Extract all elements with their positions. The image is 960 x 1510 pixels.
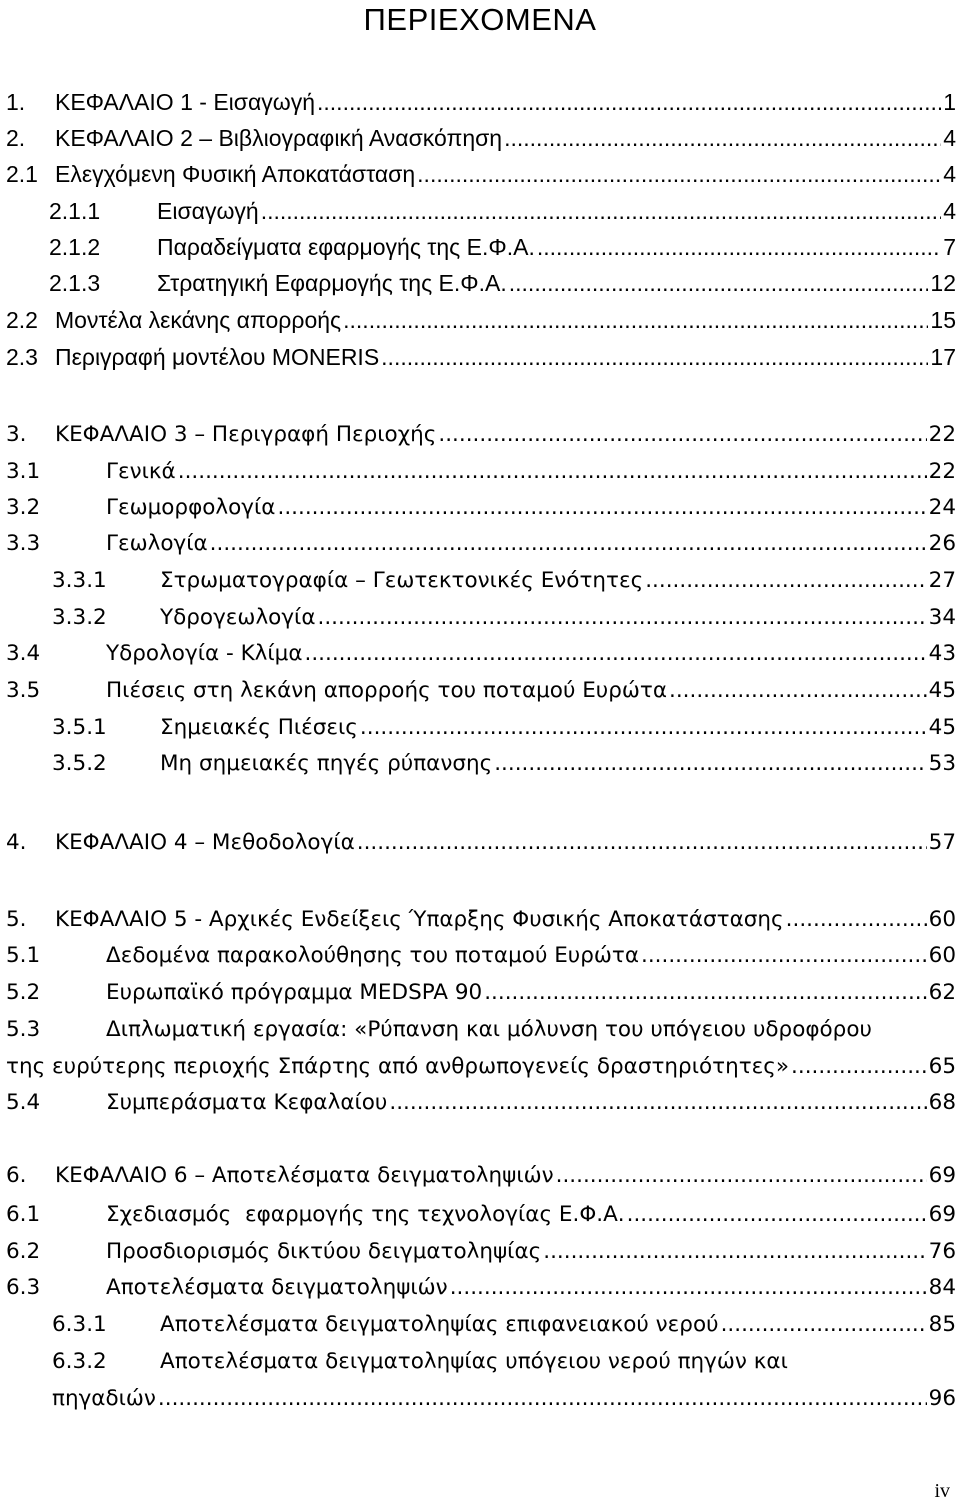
toc-number: 3.5 (6, 678, 41, 703)
toc-title: Αποτελέσματα δειγματοληψιών (106, 1275, 448, 1300)
toc-title: Ευρωπαϊκό πρόγραμμα MEDSPA 90 (106, 980, 483, 1005)
toc-page: 60 (928, 907, 956, 932)
toc-title: Αποτελέσματα δειγματοληψίας υπόγειου νερού πηγών και (160, 1349, 788, 1374)
toc-page: 68 (928, 1090, 956, 1115)
toc-page: 84 (928, 1275, 956, 1300)
toc-number: 6.3.1 (52, 1312, 107, 1337)
toc-title: Ελεγχόμενη Φυσική Αποκατάσταση (55, 161, 416, 187)
toc-entry[interactable] (6, 490, 956, 526)
page-number: iv (934, 1480, 950, 1502)
toc-entry[interactable] (52, 600, 956, 636)
toc-title: της ευρύτερης περιοχής Σπάρτης από ανθρωπογενείς δραστηριότητες» (6, 1054, 790, 1079)
toc-entry[interactable] (52, 1307, 956, 1343)
toc-page: 53 (928, 751, 956, 776)
toc-entry[interactable] (49, 265, 956, 301)
toc-entry[interactable] (6, 339, 956, 375)
toc-entry-continuation[interactable] (52, 1381, 956, 1417)
toc-entry[interactable] (6, 1234, 956, 1270)
toc-page: 60 (928, 943, 956, 968)
toc-entry[interactable] (52, 710, 956, 746)
toc-title: ΚΕΦΑΛΑΙΟ 2 – Βιβλιογραφική Ανασκόπηση (55, 125, 503, 151)
toc-leader (389, 1085, 926, 1121)
toc-leader (484, 975, 926, 1011)
toc-entry[interactable] (52, 1344, 956, 1380)
toc-leader (721, 1307, 927, 1343)
toc-leader (669, 673, 927, 709)
toc-title: Πιέσεις στη λεκάνη απορροής του ποταμού Ευρώτα (106, 678, 668, 703)
toc-title: ΚΕΦΑΛΑΙΟ 1 - Εισαγωγή (55, 89, 316, 115)
toc-number: 6.3.2 (52, 1349, 107, 1374)
toc-page: 69 (928, 1202, 956, 1227)
toc-page: 1 (943, 89, 956, 115)
toc-title: Μη σημειακές πηγές ρύπανσης (160, 751, 493, 776)
toc-leader (417, 156, 941, 192)
toc-title: Αποτελέσματα δειγματοληψίας επιφανειακού νερού (160, 1312, 719, 1337)
toc-number: 2.1.1 (49, 198, 101, 224)
toc-number: 5.2 (6, 980, 41, 1005)
toc-title: Υδρογεωλογία (160, 605, 316, 630)
toc-leader (494, 746, 926, 782)
toc-title: Εισαγωγή (157, 198, 259, 224)
toc-page: 4 (943, 125, 956, 151)
toc-entry[interactable] (6, 975, 956, 1011)
toc-leader (556, 1158, 927, 1194)
toc-title: Μοντέλα λεκάνης απορροής (55, 307, 342, 333)
page-title: ΠΕΡΙΕΧΟΜΕΝΑ (363, 2, 597, 37)
toc-entry[interactable] (6, 302, 956, 338)
toc-page: 96 (928, 1386, 956, 1411)
toc-number: 5.3 (6, 1017, 41, 1042)
toc-number: 1. (6, 89, 26, 115)
toc-page: 12 (930, 270, 956, 296)
toc-entry[interactable] (6, 120, 956, 156)
toc-number: 2.3 (6, 344, 38, 370)
toc-entry[interactable] (6, 673, 956, 709)
toc-page: 85 (928, 1312, 956, 1337)
toc-title: Συμπεράσματα Κεφαλαίου (106, 1090, 388, 1115)
toc-number: 3.3 (6, 531, 41, 556)
toc-title: Σχεδιασμός εφαρμογής της τεχνολογίας Ε.Φ.Α. (106, 1202, 625, 1227)
toc-page: 45 (928, 678, 956, 703)
toc-number: 3.5.1 (52, 715, 107, 740)
toc-title: πηγαδιών (52, 1386, 156, 1411)
toc-page: 76 (928, 1239, 956, 1264)
toc-title: Στρωματογραφία – Γεωτεκτονικές Ενότητες (160, 568, 644, 593)
toc-leader (645, 563, 926, 599)
toc-leader (641, 938, 927, 974)
toc-page: 17 (930, 344, 956, 370)
toc-number: 3. (6, 422, 27, 447)
toc-page: 26 (928, 531, 956, 556)
toc-leader (504, 120, 941, 156)
toc-entry[interactable] (6, 454, 956, 490)
toc-entry[interactable] (6, 1085, 956, 1121)
toc-page: 57 (928, 830, 956, 855)
toc-leader (509, 265, 929, 301)
toc-number: 5.4 (6, 1090, 41, 1115)
toc-number: 3.2 (6, 495, 41, 520)
toc-entry[interactable] (6, 417, 956, 453)
toc-leader (450, 1270, 927, 1306)
toc-number: 6.2 (6, 1239, 41, 1264)
toc-title: ΚΕΦΑΛΑΙΟ 4 – Μεθοδολογία (55, 830, 355, 855)
toc-entry[interactable] (6, 938, 956, 974)
toc-leader (178, 454, 927, 490)
toc-title: ΚΕΦΑΛΑΙΟ 5 - Αρχικές Ενδείξεις Ύπαρξης Φυσικής Αποκατάστασης (55, 907, 784, 932)
toc-page: 22 (928, 459, 956, 484)
toc-title: ΚΕΦΑΛΑΙΟ 3 – Περιγραφή Περιοχής (55, 422, 437, 447)
toc-title: Παραδείγματα εφαρμογής της Ε.Φ.Α. (157, 234, 535, 260)
toc-number: 3.3.2 (52, 605, 107, 630)
toc-title: Γεωλογία (106, 531, 208, 556)
toc-entry[interactable] (6, 902, 956, 938)
toc-leader (158, 1381, 927, 1417)
toc-title: Γεωμορφολογία (106, 495, 276, 520)
toc-number: 4. (6, 830, 27, 855)
toc-leader (627, 1197, 927, 1233)
toc-leader (305, 636, 927, 672)
toc-leader (277, 490, 926, 526)
toc-leader (791, 1049, 927, 1085)
toc-title: Στρατηγική Εφαρμογής της Ε.Φ.Α. (157, 270, 507, 296)
toc-entry[interactable] (52, 746, 956, 782)
toc-entry[interactable] (6, 1197, 956, 1233)
toc-number: 3.5.2 (52, 751, 107, 776)
toc-number: 5.1 (6, 943, 41, 968)
toc-title: Υδρολογία - Κλίμα (106, 641, 303, 666)
toc-entry[interactable] (6, 636, 956, 672)
toc-page: 15 (930, 307, 956, 333)
toc-entry[interactable] (6, 156, 956, 192)
toc-number: 2. (6, 125, 26, 151)
toc-leader (343, 302, 928, 338)
toc-entry-continuation[interactable] (6, 1049, 956, 1085)
toc-leader (318, 600, 927, 636)
toc-page: 22 (928, 422, 956, 447)
toc-title: Περιγραφή μοντέλου MONERIS (55, 344, 380, 370)
toc-title: Διπλωματική εργασία: «Ρύπανση και μόλυνση του υπόγειου υδροφόρου (106, 1017, 872, 1042)
toc-entry[interactable] (52, 563, 956, 599)
toc-page: 7 (943, 234, 956, 260)
toc-page: 27 (928, 568, 956, 593)
toc-page: 34 (928, 605, 956, 630)
toc-title: Δεδομένα παρακολούθησης του ποταμού Ευρώτα (106, 943, 640, 968)
toc-number: 6.1 (6, 1202, 41, 1227)
toc-title: Προσδιορισμός δικτύου δειγματοληψίας (106, 1239, 542, 1264)
toc-leader (543, 1234, 926, 1270)
toc-leader (261, 193, 942, 229)
toc-entry[interactable] (6, 84, 956, 120)
toc-number: 3.1 (6, 459, 41, 484)
toc-leader (381, 339, 928, 375)
toc-title: Γενικά (106, 459, 176, 484)
toc-leader (360, 710, 927, 746)
toc-number: 3.4 (6, 641, 41, 666)
toc-leader (210, 526, 927, 562)
toc-leader (357, 825, 927, 861)
toc-entry[interactable] (6, 1012, 956, 1048)
toc-entry[interactable] (6, 1270, 956, 1306)
toc-number: 2.1.2 (49, 234, 101, 260)
toc-page: 24 (928, 495, 956, 520)
toc-entry[interactable] (6, 1158, 956, 1194)
toc-number: 2.2 (6, 307, 38, 333)
toc-page: 4 (943, 198, 956, 224)
toc-leader (537, 229, 941, 265)
toc-leader (786, 902, 927, 938)
toc-number: 2.1 (6, 161, 38, 187)
toc-number: 2.1.3 (49, 270, 101, 296)
toc-number: 6.3 (6, 1275, 41, 1300)
toc-number: 6. (6, 1163, 27, 1188)
toc-page: 43 (928, 641, 956, 666)
toc-title: Σημειακές Πιέσεις (160, 715, 358, 740)
toc-page: 62 (928, 980, 956, 1005)
toc-page: 65 (928, 1054, 956, 1079)
toc-entry[interactable] (6, 526, 956, 562)
toc-leader (438, 417, 926, 453)
toc-entry[interactable] (49, 229, 956, 265)
toc-number: 5. (6, 907, 27, 932)
toc-entry[interactable] (6, 825, 956, 861)
toc-page: 4 (943, 161, 956, 187)
toc-leader (317, 84, 941, 120)
toc-page: 69 (928, 1163, 956, 1188)
toc-page: 45 (928, 715, 956, 740)
toc-title: ΚΕΦΑΛΑΙΟ 6 – Αποτελέσματα δειγματοληψιών (55, 1163, 554, 1188)
toc-number: 3.3.1 (52, 568, 107, 593)
toc-entry[interactable] (49, 193, 956, 229)
